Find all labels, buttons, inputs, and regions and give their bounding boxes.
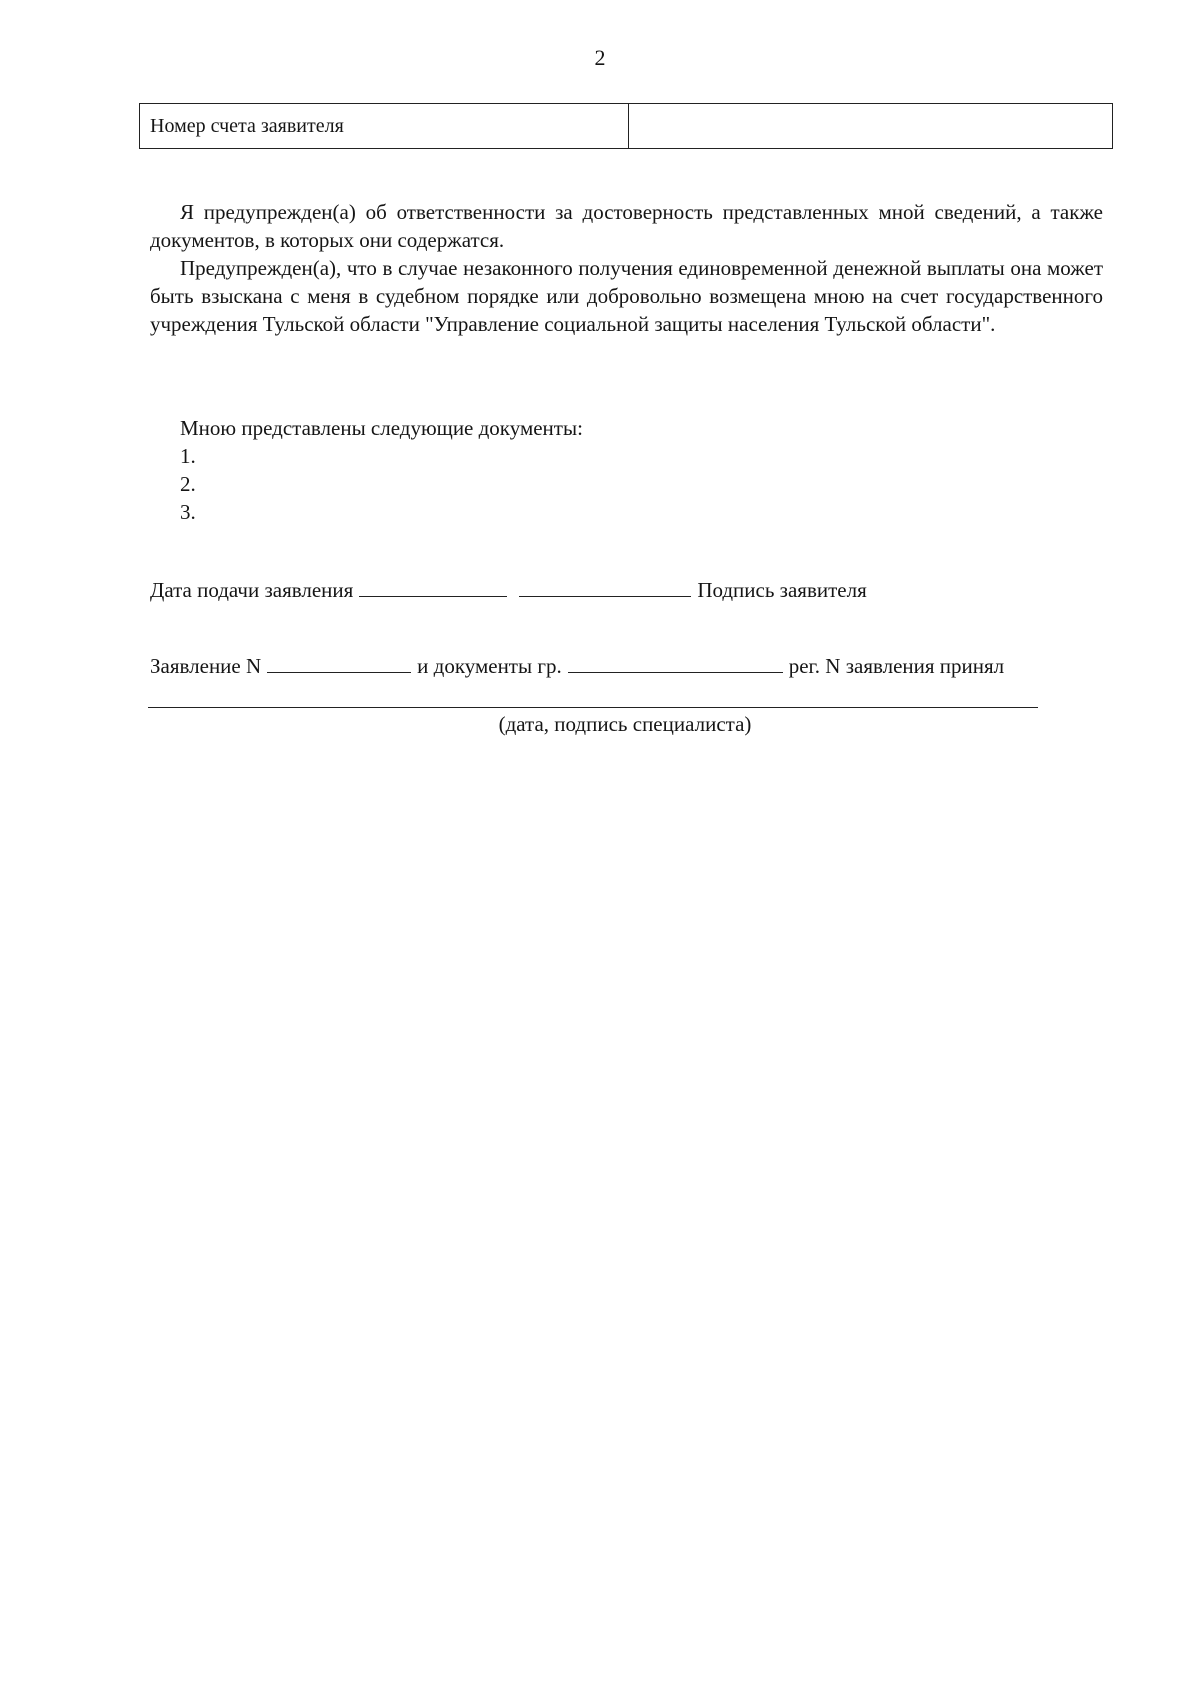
registration-accepted-label: рег. N заявления принял: [788, 654, 1005, 678]
applicant-signature-field[interactable]: [519, 576, 691, 597]
registration-row: [150, 652, 1004, 680]
list-item: 1.: [180, 444, 196, 468]
submission-date-field[interactable]: [359, 576, 507, 597]
statement-number-field[interactable]: [267, 652, 411, 673]
citizen-documents-label: и документы гр.: [417, 654, 562, 678]
submission-date-label: Дата подачи заявления: [150, 578, 354, 602]
account-number-table: [139, 103, 1113, 149]
account-number-label: Номер счета заявителя: [140, 104, 629, 149]
page-number: 2: [594, 45, 606, 70]
statement-number-label: Заявление N: [150, 654, 262, 678]
list-item: 3.: [180, 500, 196, 524]
submission-date-row: [150, 576, 867, 604]
documents-list-title: Мною представлены следующие документы:: [180, 416, 583, 440]
documents-list: [180, 442, 196, 526]
responsibility-warning: Я предупрежден(а) об ответственности за достоверность представленных мной сведений, а также документов, в которых они содержатся.: [150, 200, 1103, 252]
specialist-signature-line[interactable]: [148, 707, 1038, 708]
citizen-name-field[interactable]: [568, 652, 783, 673]
list-item: 2.: [180, 472, 196, 496]
specialist-signature-caption: (дата, подпись специалиста): [498, 712, 752, 736]
account-number-value[interactable]: [629, 104, 1113, 149]
repayment-warning: Предупрежден(а), что в случае незаконного получения единовременной денежной выплаты она может быть взыскана с меня в судебном порядке или добровольно возмещена мною на счет государственного учреждения Тульской области "Управление социальной защиты населения Тульской области".: [150, 256, 1103, 336]
applicant-signature-label: Подпись заявителя: [697, 578, 867, 602]
table-row: [140, 104, 1113, 149]
